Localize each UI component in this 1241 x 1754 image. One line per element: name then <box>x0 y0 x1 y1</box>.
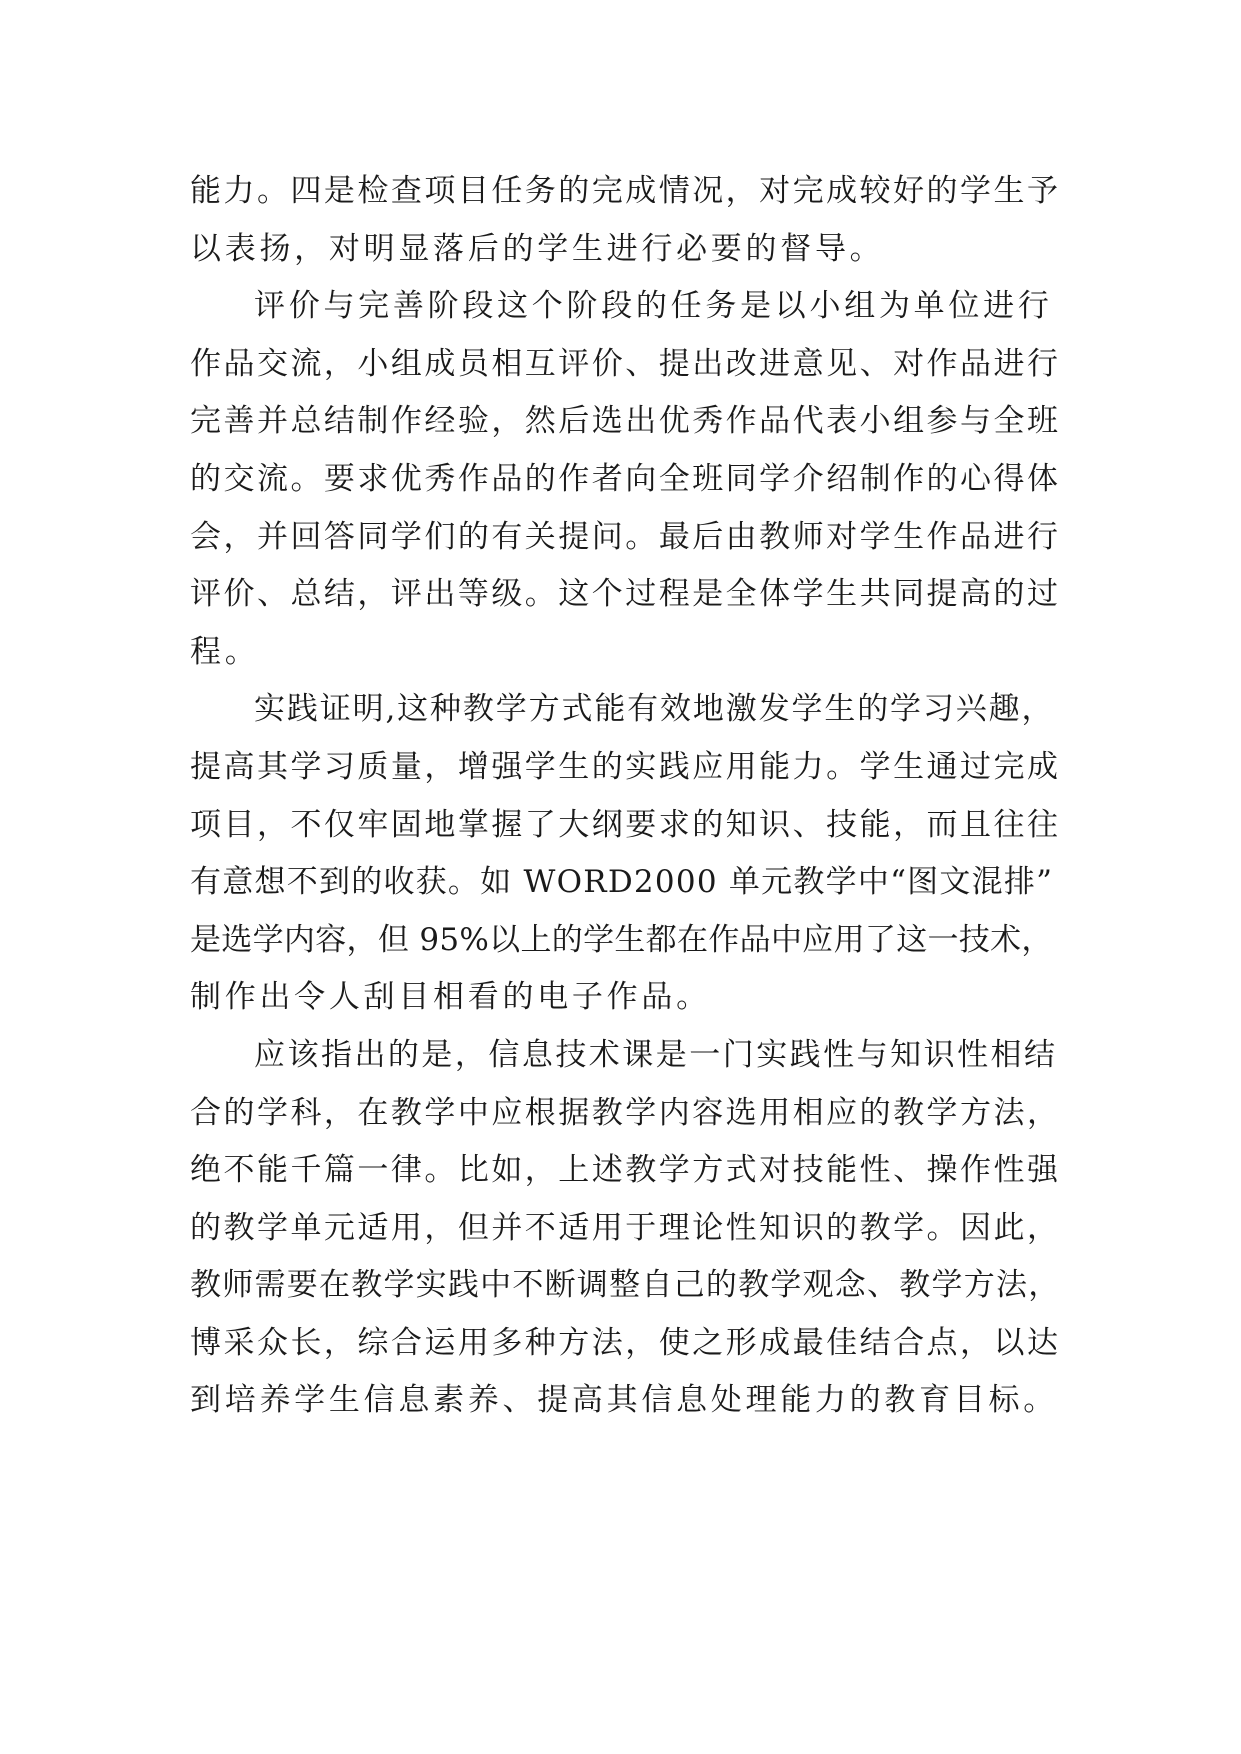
text-line: 有意想不到的收获。如 WORD2000 单元教学中“图文混排” <box>190 864 1054 901</box>
text-line: 完善并总结制作经验，然后选出优秀作品代表小组参与全班 <box>190 403 1061 440</box>
text-line: 实践证明,这种教学方式能有效地激发学生的学习兴趣， <box>254 691 1055 728</box>
text-line: 是选学内容，但 95%以上的学生都在作品中应用了这一技术， <box>190 921 1053 958</box>
text-line: 提高其学习质量，增强学生的实践应用能力。学生通过完成 <box>190 748 1061 785</box>
text-line: 能力。四是检查项目任务的完成情况，对完成较好的学生予 <box>190 173 1061 209</box>
document-body-text <box>190 163 1060 1430</box>
text-line: 到培养学生信息素养、提高其信息处理能力的教育目标。 <box>190 1382 1058 1419</box>
text-line: 教师需要在教学实践中不断调整自己的教学观念、教学方法， <box>190 1267 1061 1304</box>
text-line: 绝不能千篇一律。比如，上述教学方式对技能性、操作性强 <box>190 1152 1061 1189</box>
text-line: 会，并回答同学们的有关提问。最后由教师对学生作品进行 <box>190 518 1061 555</box>
text-line: 作品交流，小组成员相互评价、提出改进意见、对作品进行 <box>190 345 1061 382</box>
text-line: 的教学单元适用，但并不适用于理论性知识的教学。因此， <box>190 1209 1061 1246</box>
text-line: 的交流。要求优秀作品的作者向全班同学介绍制作的心得体 <box>190 460 1061 497</box>
text-line: 程。 <box>190 633 260 670</box>
text-line: 以表扬，对明显落后的学生进行必要的督导。 <box>190 230 885 267</box>
text-line: 博采众长，综合运用多种方法，使之形成最佳结合点，以达 <box>190 1324 1061 1361</box>
text-line: 合的学科，在教学中应根据教学内容选用相应的教学方法， <box>190 1094 1061 1131</box>
text-line: 评价与完善阶段这个阶段的任务是以小组为单位进行 <box>254 288 1053 325</box>
text-line: 应该指出的是，信息技术课是一门实践性与知识性相结 <box>254 1036 1058 1073</box>
text-line: 项目，不仅牢固地掌握了大纲要求的知识、技能，而且往往 <box>190 806 1061 843</box>
text-line: 制作出令人刮目相看的电子作品。 <box>190 979 711 1016</box>
text-line: 评价、总结，评出等级。这个过程是全体学生共同提高的过 <box>190 576 1061 613</box>
